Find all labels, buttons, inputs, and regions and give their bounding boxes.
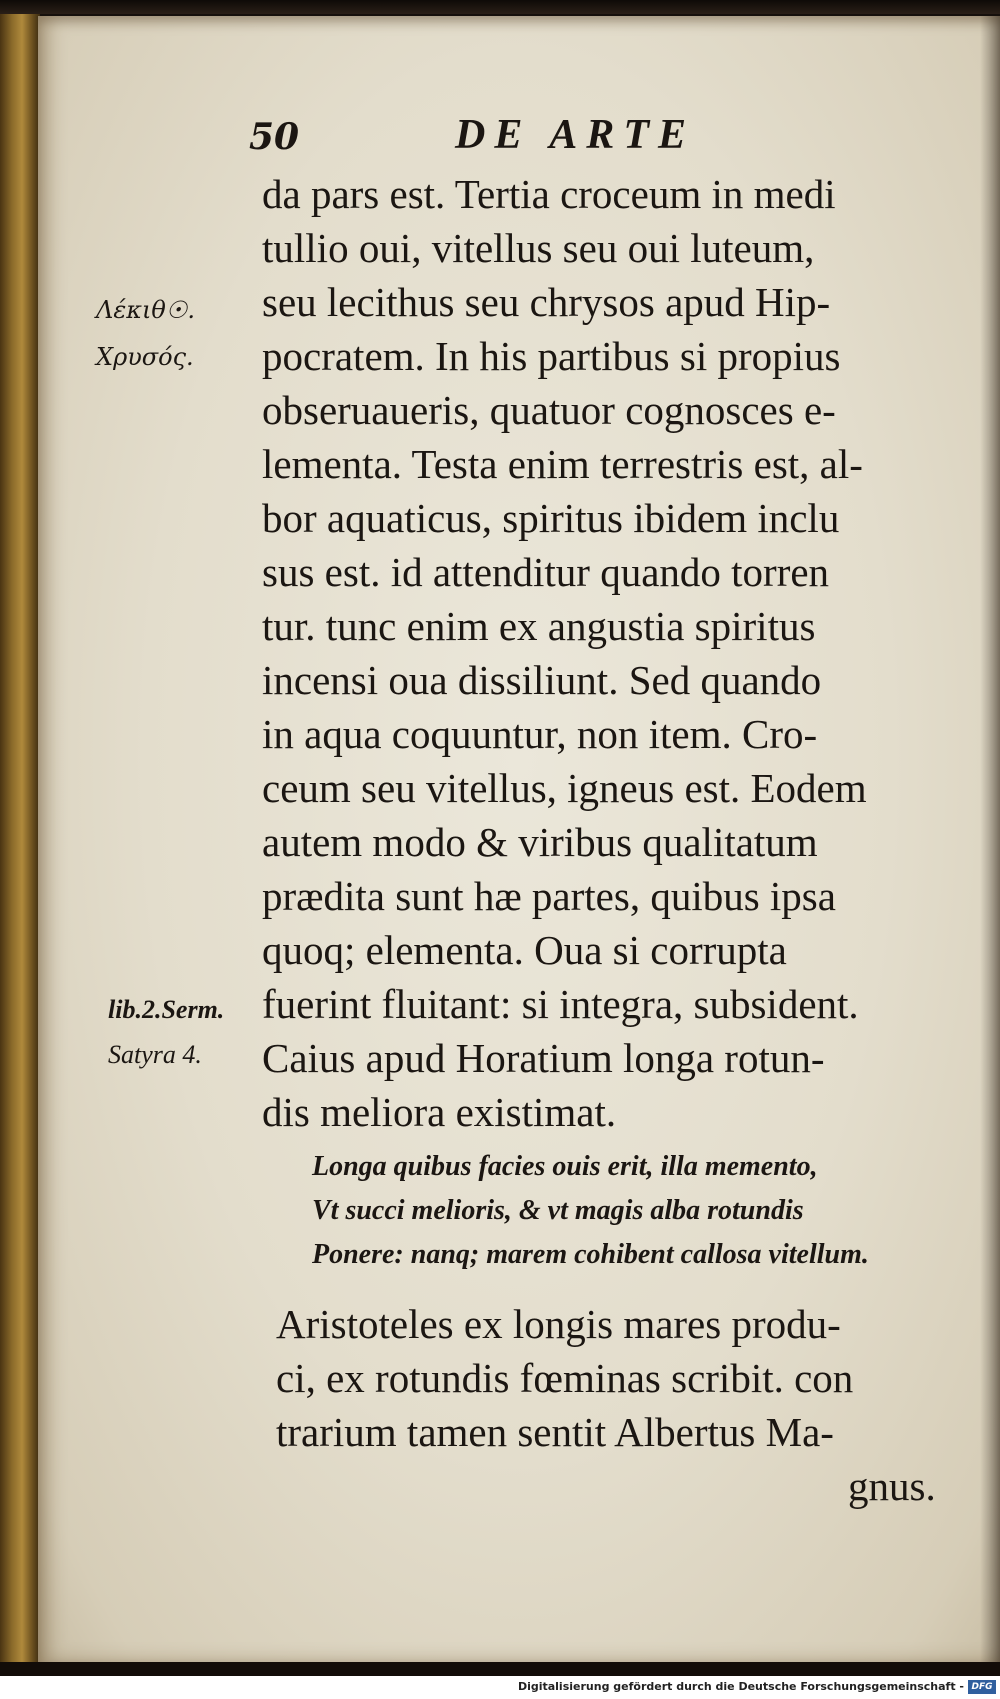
body-line: Aristoteles ex longis mares produ-: [276, 1301, 841, 1347]
body-line: da pars est. Tertia croceum in medi: [262, 171, 836, 217]
margin-note-reference-satire: Satyra 4.: [108, 1040, 202, 1069]
body-line: lementa. Testa enim terrestris est, al-: [262, 441, 863, 487]
body-line: obseruaueris, quatuor cognosces e-: [262, 387, 836, 433]
verse-line: Vt succi melioris, & vt magis alba rotundis: [312, 1195, 804, 1226]
body-line: sus est. id attenditur quando torren: [262, 549, 830, 595]
verse-line: Longa quibus facies ouis erit, illa memento,: [312, 1151, 818, 1182]
margin-note-lekithos: Λέκιθ☉.: [96, 296, 195, 324]
body-line: gnus.: [848, 1463, 936, 1509]
body-line: tur. tunc enim ex angustia spiritus: [262, 603, 816, 649]
body-line: quoq; elementa. Oua si corrupta: [262, 927, 787, 973]
body-line: Caius apud Horatium longa rotun-: [262, 1035, 825, 1081]
book-spine-edge: [0, 14, 40, 1664]
body-line: bor aquaticus, spiritus ibidem inclu: [262, 495, 840, 541]
dfg-logo-icon: DFG: [968, 1680, 996, 1694]
page-number: 50: [249, 116, 300, 158]
body-line: in aqua coquuntur, non item. Cro-: [262, 711, 818, 757]
body-line: incensi oua dissiliunt. Sed quando: [262, 657, 822, 703]
body-line: tullio oui, vitellus seu oui luteum,: [262, 225, 815, 271]
scan-top-border: [0, 0, 1000, 14]
page-right-shadow: [980, 16, 1000, 1662]
digitization-credit: Digitalisierung gefördert durch die Deutsche Forschungsgemeinschaft -: [517, 1680, 964, 1693]
body-line: pocratem. In his partibus si propius: [262, 333, 841, 379]
running-title: DE ARTE: [455, 112, 695, 158]
body-line: trarium tamen sentit Albertus Ma-: [276, 1409, 834, 1455]
body-line: seu lecithus seu chrysos apud Hip-: [262, 279, 831, 325]
margin-note-reference-book: lib.2.Serm.: [108, 995, 225, 1024]
body-line: fuerint fluitant: si integra, subsident.: [262, 981, 859, 1027]
scan-bottom-border: [0, 1662, 1000, 1676]
body-line: dis meliora existimat.: [262, 1089, 617, 1135]
margin-note-chrysos: Χρυσός.: [96, 343, 194, 371]
body-line: ci, ex rotundis fœminas scribit. con: [276, 1355, 854, 1401]
body-line: ceum seu vitellus, igneus est. Eodem: [262, 765, 867, 811]
body-line: prædita sunt hæ partes, quibus ipsa: [262, 873, 836, 919]
verse-line: Ponere: nanq; marem cohibent callosa vitellum.: [312, 1239, 869, 1270]
body-line: autem modo & viribus qualitatum: [262, 819, 818, 865]
